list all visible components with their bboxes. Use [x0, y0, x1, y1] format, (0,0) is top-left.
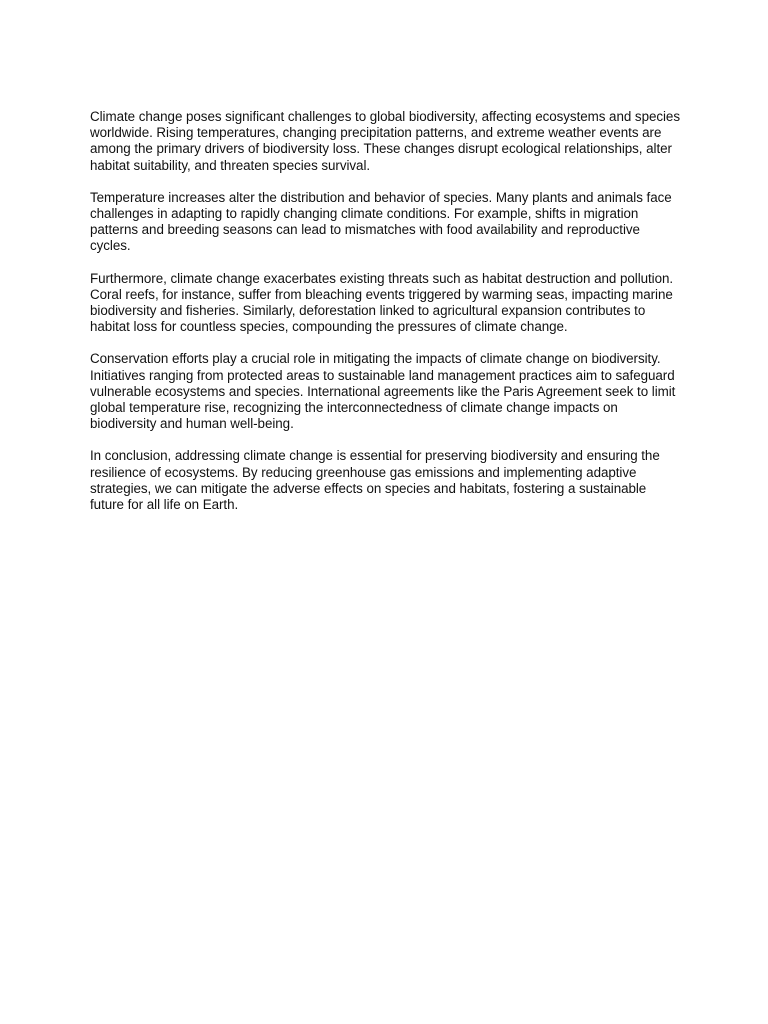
paragraph-conservation-efforts: Conservation efforts play a crucial role in mitigating the impacts of climate change on biodiversity. Initiatives ranging from protected areas to sustainable land management practices aim to safeguard vulnerable ecosystems and species. International agreements like the Paris Agreement seek to limit global temperature rise, recognizing the interconnectedness of climate change impacts on biodiversity and human well-being.	[90, 351, 676, 432]
paragraph-temperature-effects: Temperature increases alter the distribution and behavior of species. Many plants and animals face challenges in adapting to rapidly changing climate conditions. For example, shifts in migration patterns and breeding seasons can lead to mismatches with food availability and reproductive cycles.	[90, 189, 672, 254]
paragraph-conclusion: In conclusion, addressing climate change is essential for preserving biodiversity and ensuring the resilience of ecosystems. By reducing greenhouse gas emissions and implementing adaptive strategies, we can mitigate the adverse effects on species and habitats, fostering a sustainable future for all life on Earth.	[90, 448, 660, 513]
paragraph-existing-threats: Furthermore, climate change exacerbates existing threats such as habitat destruction and pollution. Coral reefs, for instance, suffer from bleaching events triggered by warming seas, impacting marine biodiversity and fisheries. Similarly, deforestation linked to agricultural expansion contributes to habitat loss for countless species, compounding the pressures of climate change.	[90, 270, 674, 335]
paragraph-introduction: Climate change poses significant challenges to global biodiversity, affecting ecosystems and species worldwide. Rising temperatures, changing precipitation patterns, and extreme weather events are among the primary drivers of biodiversity loss. These changes disrupt ecological relationships, alter habitat suitability, and threaten species survival.	[90, 109, 680, 173]
document-body	[90, 109, 680, 529]
